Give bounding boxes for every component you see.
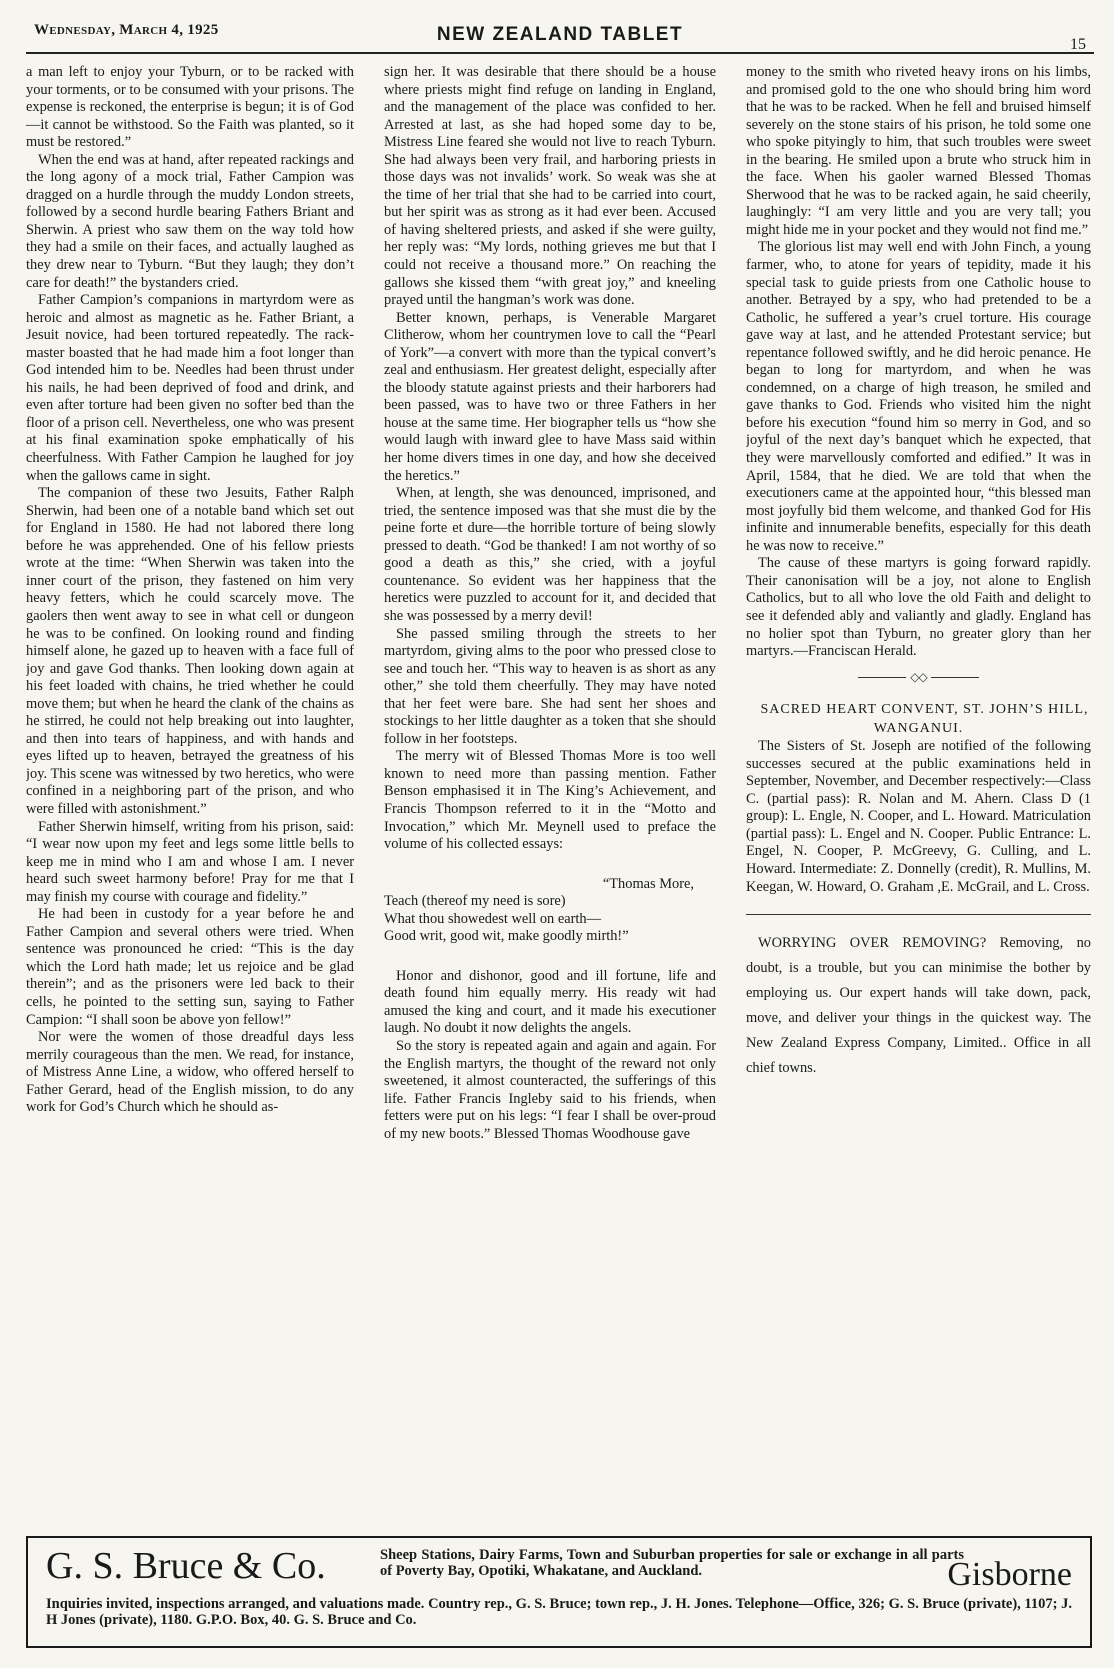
poem-quote xyxy=(384,876,716,946)
page-header xyxy=(26,14,1094,54)
paragraph: He had been in custody for a year before he and Father Campion and several others were tried. When sentence was pronounced he cried: “This is the day which the Lord hath made; let us rejoice and be glad therein”; and as the prisoners were led back to their cells, he pointed to the setting sun, saying to Father Campion: “I shall soon be above yon fellow!” xyxy=(26,906,354,1028)
ad-company-name: G. S. Bruce & Co. xyxy=(46,1545,326,1587)
issue-date: Wednesday, March 4, 1925 xyxy=(34,22,219,38)
paragraph: She passed smiling through the streets to her martyrdom, giving alms to the poor who pressed close to see and touch her. “This way to heaven is as short as any other,” she told them cheerfully. They may have noted that her feet were bare. She had sent her shoes and stockings to her little daughter as a token that she should follow in her footsteps. xyxy=(384,625,716,747)
advertisement-box xyxy=(26,1536,1092,1648)
paragraph: Nor were the women of those dreadful days less merrily courageous than the men. We read, for instance, of Mistress Anne Line, a widow, who offered herself to Father Gerard, head of the English mission, to do any work for God’s Church which he should as- xyxy=(26,1029,354,1116)
poem-title: “Thomas More, xyxy=(602,875,694,892)
paragraph: The companion of these two Jesuits, Father Ralph Sherwin, had been one of a notable band which set out for England in 1580. He had not labored there long before he was apprehended. One of his fellow priests wrote at the time: “When Sherwin was taken into the inner court of the prison, they fastened on him very heavy fetters, which he could scarcely move. The gaolers then went away to see in what cell or dungeon he was to be confined. On looking round and finding himself alone, he gazed up to heaven with a face full of joy and gave God thanks. Then looking down again at his feet loaded with chains, he tried whether he could move them; but when he heard the clank of the chains as he stirred, he could not help breaking out into laughter, and then into tears of happiness, and with hands and eyes lifted up to heaven, betrayed the greatness of his joy. This scene was witnessed by two heretics, who were confined in a neighboring part of the prison, and who were filled with astonishment.” xyxy=(26,485,354,817)
paragraph: Honor and dishonor, good and ill fortune, life and death found him equally merry. His ready wit had amused the king and court, and it made his executioner laugh. No doubt it now delights the angels. xyxy=(384,967,716,1037)
ornament-divider: ◇◇ xyxy=(746,669,1091,687)
paragraph: When the end was at hand, after repeated rackings and the long agony of a mock trial, Father Campion was dragged on a hurdle through the muddy London streets, followed by a second hurdle bearing Fathers Briant and Sherwin. A priest who saw them on the way told how they had a smile on their faces, and actually laughed as they drew near to Tyburn. “But they laugh; they don’t care for death!” the bystanders cried. xyxy=(26,151,354,291)
ad-contact: Inquiries invited, inspections arranged, and valuations made. Country rep., G. S. Bruce; town rep., J. H. Jones. Telephone—Office, 326; G. S. Bruce (private), 1107; J. H Jones (private), 1180. G.P.O. Box, 40. G. S. Bruce and Co. xyxy=(46,1596,1072,1628)
ad-description: Sheep Stations, Dairy Farms, Town and Suburban properties for sale or exchange in all parts of Poverty Bay, Opotiki, Whakatane, and Auckland. xyxy=(380,1547,964,1579)
paragraph: money to the smith who riveted heavy irons on his limbs, and promised gold to the one who should bring him word that he was to be racked. When he fell and bruised himself severely on the stone stairs of his prison, he told some one who spoke pityingly to him, that such troubles were sweet in the bearing. He smiled upon a brute who struck him in the face. When his gaoler warned Blessed Thomas Sherwood that he was to be racked again, he said cheerily, laughingly: “I am very little and you are very tall; you might hide me in your pocket and they would not find me.” xyxy=(746,64,1091,238)
page-number: 15 xyxy=(1070,36,1086,53)
paragraph: So the story is repeated again and again and again. For the English martyrs, the thought of the reward not only sweetened, it almost counteracted, the sufferings of this life. Father Francis Ingleby said to his friends, when fetters were put on his legs: “I fear I shall be over-proud of my new boots.” Blessed Thomas Woodhouse gave xyxy=(384,1037,716,1142)
poem-line: Teach (thereof my need is sore) xyxy=(384,893,566,910)
paragraph: The glorious list may well end with John Finch, a young farmer, who, to atone for years of tepidity, made it his special task to guide priests from one Catholic house to another. Betrayed by a spy, who had pretended to be a Catholic, he suffered a year’s cruel torture. His courage gave way at last, and he attended Protestant service; but repentance followed swiftly, and he did heroic penance. He began to long for martyrdom, and when he was condemned, on a charge of high treason, he smiled and gave thanks to God. Friends who visited him the night before his execution “found him so merry in God, and so joyful of the next day’s banquet which he expected, that they were marvellously comforted and edified.” It was in April, 1584, that he died. We are told that when the executioners came at the appointed hour, “this blessed man most joyfully bid them welcome, and thanked God for His infinite and innumerable benefits, especially for this death he was now to receive.” xyxy=(746,239,1091,554)
poem-line: What thou showedest well on earth— xyxy=(384,910,602,927)
paragraph: sign her. It was desirable that there should be a house where priests might find refuge on landing in England, and the management of the place was confided to her. Arrested at last, as she had hoped some day to be, Mistress Line feared she would not live to reach Tyburn. She had always been very frail, and harboring priests in those days was not invalids’ work. So weak was she at the time of her trial that she had to be carried into court, but her spirit was as strong as it had ever been. Accused of having sheltered priests, and asked if she were guilty, her reply was: “My lords, nothing grieves me but that I could not receive a thousand more.” On reaching the gallows she kissed them “with great joy,” and kneeling prayed until the hangman’s work was done. xyxy=(384,64,716,309)
section-rule xyxy=(746,914,1091,915)
paragraph: Father Campion’s companions in martyrdom were as heroic and almost as magnetic as he. Father Briant, a Jesuit novice, had been tortured repeatedly. The rack-master boasted that he had made him a foot longer than God intended him to be. Needles had been thrust under his nails, he had been deprived of food and drink, and even after torture had been given no softer bed than the floor of a prison cell. Nevertheless, one who was present at his final examination spoke emphatically of his cheerfulness. With Father Campion he laughed for joy when the gallows came in sight. xyxy=(26,292,354,484)
column-2 xyxy=(384,64,716,1529)
removal-notice: WORRYING OVER REMOVING? Removing, no doubt, is a trouble, but you can minimise the bother by employing us. Our expert hands will take down, pack, move, and deliver your things in the quickest way. The New Zealand Express Company, Limited.. Office in all chief towns. xyxy=(746,935,1091,1077)
convent-heading: SACRED HEART CONVENT, ST. JOHN’S HILL, WANGANUI. xyxy=(760,702,1089,737)
paragraph: When, at length, she was denounced, imprisoned, and tried, the sentence imposed was that she must die by the peine forte et dure—the horrible torture of being slowly pressed to death. “God be thanked! I am not worthy of so good a death as this,” she cried, with a joyful countenance. So evident was her happiness that the heretics were puzzled to account for it, and decided that she was possessed by a merry devil! xyxy=(384,485,716,624)
column-3 xyxy=(746,64,1091,1529)
paragraph: a man left to enjoy your Tyburn, or to be racked with your torments, or to be consumed with your prisons. The expense is reckoned, the enterprise is begun; it is of God—it cannot be withstood. So the Faith was planted, so it must be restored.” xyxy=(26,64,354,151)
poem-line: Good writ, good wit, make goodly mirth!” xyxy=(384,928,629,945)
ad-town: Gisborne xyxy=(947,1556,1072,1593)
column-1 xyxy=(26,64,354,1529)
newspaper-title: NEW ZEALAND TABLET xyxy=(436,24,684,45)
paragraph: The Sisters of St. Joseph are notified of the following successes secured at the public examinations held in September, November, and December respectively:—Class C. (partial pass): R. Nolan and M. Ahern. Class D (1 group): L. Engle, N. Cooper, and L. Howard. Matriculation (partial pass): L. Engel and N. Cooper. Public Entrance: L. Engel, N. Cooper, P. McGreevy, G. Culling, and L. Howard. Intermediate: Z. Donnelly (credit), R. Mullins, M. Keegan, W. Howard, O. Graham ,E. McGrail, and L. Cross. xyxy=(746,738,1091,895)
paragraph: The cause of these martyrs is going forward rapidly. Their canonisation will be a joy, not alone to English Catholics, but to all who love the old Faith and delight to see it defended ably and valiantly and gladly. England has no holier spot than Tyburn, no greater glory than her martyrs.—Franciscan Herald. xyxy=(746,555,1091,660)
paragraph: The merry wit of Blessed Thomas More is too well known to need more than passing mention. Father Benson emphasised it in The King’s Achievement, and Francis Thompson referred to it in the “Motto and Invocation,” which Mr. Meynell used to preface the volume of his collected essays: xyxy=(384,748,716,853)
paragraph: Better known, perhaps, is Venerable Margaret Clitherow, whom her countrymen love to call the “Pearl of York”—a convert with more than the typical convert’s zeal and enthusiasm. Her greatest delight, especially after the bloody statute against priests and their harborers had been passed, was to have two or three Fathers in her house at the same time. Her biographer tells us “how she would laugh with inward glee to have Mass said within her home divers times in one day, and how she deceived the heretics.” xyxy=(384,309,716,484)
paragraph: Father Sherwin himself, writing from his prison, said: “I wear now upon my feet and legs some little bells to keep me in mind who I am and whose I am. I never heard such sweet harmony before! Pray for me that I may finish my course with courage and fidelity.” xyxy=(26,818,354,905)
